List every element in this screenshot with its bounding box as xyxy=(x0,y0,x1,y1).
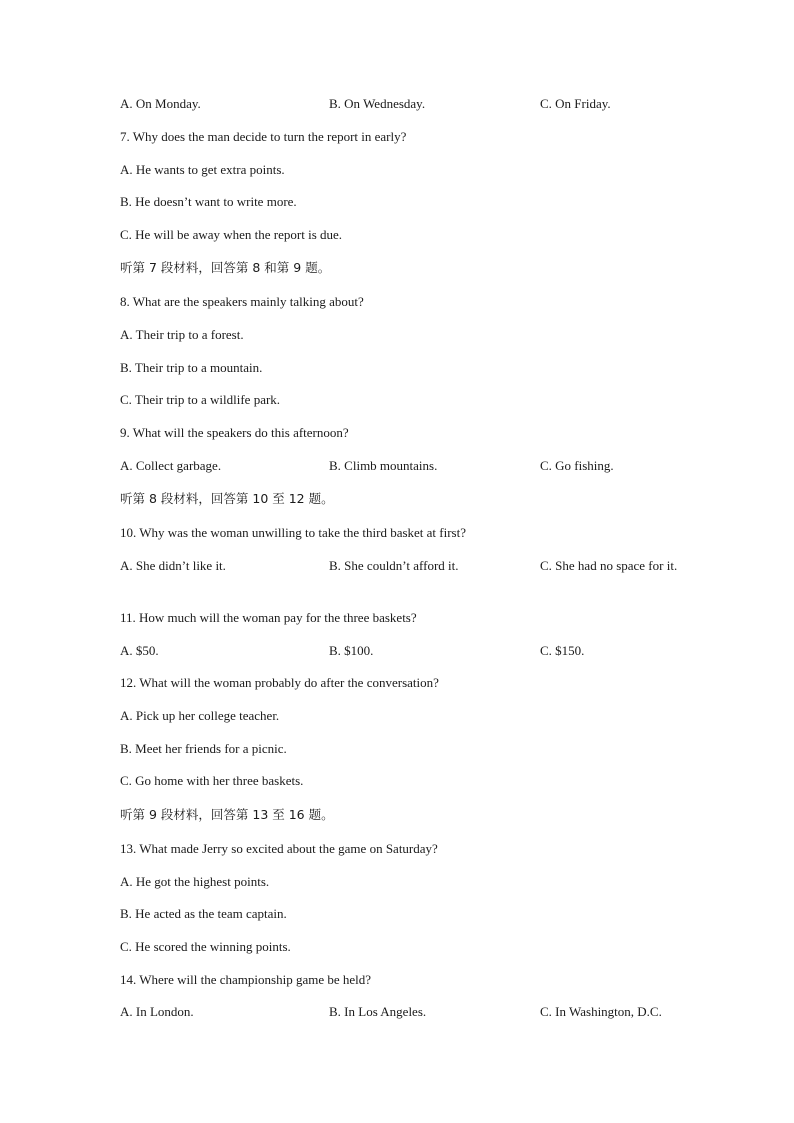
q14-option-c: C. In Washington, D.C. xyxy=(540,1004,662,1019)
q10-option-a: A. She didn’t like it. xyxy=(120,558,226,573)
q11-option-b: B. $100. xyxy=(329,643,374,658)
q7-option-b: B. He doesn’t want to write more. xyxy=(120,194,297,209)
q6-option-c: C. On Friday. xyxy=(540,96,611,111)
section-7-instruction: 听第 7 段材料，回答第 8 和第 9 题。 xyxy=(120,260,331,275)
q10-option-b: B. She couldn’t afford it. xyxy=(329,558,459,573)
q8-option-c: C. Their trip to a wildlife park. xyxy=(120,392,281,407)
q11-option-a: A. $50. xyxy=(120,643,159,658)
q13-question: 13. What made Jerry so excited about the game on Saturday? xyxy=(120,841,438,856)
q12-option-a: A. Pick up her college teacher. xyxy=(120,708,280,723)
q8-option-b: B. Their trip to a mountain. xyxy=(120,360,263,375)
q13-option-a: A. He got the highest points. xyxy=(120,874,270,889)
q9-option-b: B. Climb mountains. xyxy=(329,458,438,473)
q7-option-a: A. He wants to get extra points. xyxy=(120,162,285,177)
q14-option-a: A. In London. xyxy=(120,1004,194,1019)
q14-question: 14. Where will the championship game be held? xyxy=(120,972,372,987)
q11-question: 11. How much will the woman pay for the three baskets? xyxy=(120,610,417,625)
q6-option-b: B. On Wednesday. xyxy=(329,96,426,111)
q12-option-b: B. Meet her friends for a picnic. xyxy=(120,741,287,756)
q9-question: 9. What will the speakers do this afternoon? xyxy=(120,425,349,440)
q7-question: 7. Why does the man decide to turn the report in early? xyxy=(120,129,407,144)
q6-option-a: A. On Monday. xyxy=(120,96,201,111)
section-9-instruction: 听第 9 段材料，回答第 13 至 16 题。 xyxy=(120,807,334,822)
q8-option-a: A. Their trip to a forest. xyxy=(120,327,244,342)
q9-option-a: A. Collect garbage. xyxy=(120,458,222,473)
q8-question: 8. What are the speakers mainly talking about? xyxy=(120,294,364,309)
section-8-instruction: 听第 8 段材料，回答第 10 至 12 题。 xyxy=(120,491,334,506)
q11-option-c: C. $150. xyxy=(540,643,585,658)
q13-option-c: C. He scored the winning points. xyxy=(120,939,291,954)
q13-option-b: B. He acted as the team captain. xyxy=(120,906,287,921)
q14-option-b: B. In Los Angeles. xyxy=(329,1004,427,1019)
q12-question: 12. What will the woman probably do after the conversation? xyxy=(120,675,439,690)
q10-options xyxy=(120,556,680,575)
q12-option-c: C. Go home with her three baskets. xyxy=(120,773,304,788)
q7-option-c: C. He will be away when the report is due. xyxy=(120,227,343,242)
q10-option-c: C. She had no space for it. xyxy=(540,558,678,573)
q10-question: 10. Why was the woman unwilling to take the third basket at first? xyxy=(120,525,466,540)
q9-option-c: C. Go fishing. xyxy=(540,458,614,473)
